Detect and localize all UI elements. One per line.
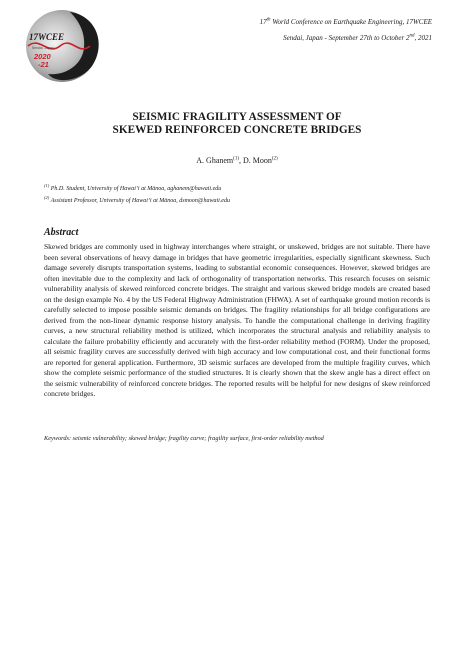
logo-year-top: 2020 xyxy=(34,52,51,61)
author-name: D. Moon xyxy=(243,156,272,165)
affiliation-line: $^{(1)}$ Ph.D. Student, University of Hawai’i at Mānoa, aghanem@hawaii.edu xyxy=(44,183,222,192)
author-ref: (1) xyxy=(233,156,239,162)
affiliations xyxy=(44,182,230,205)
abstract-heading: Abstract xyxy=(44,227,79,238)
title-line-1: SEISMIC FRAGILITY ASSESSMENT OF xyxy=(132,111,342,123)
logo-year-bottom: -21 xyxy=(38,60,49,69)
paper-title xyxy=(40,111,434,137)
conference-header xyxy=(260,14,432,46)
logo-city-label: Sendai, Japan xyxy=(32,46,54,50)
author-ref: (2) xyxy=(271,156,278,162)
keywords: Keywords: seismic vulnerability; skewed bridge; fragility curve; fragility surface, first-order reliability method xyxy=(44,435,324,442)
abstract-body: Skewed bridges are commonly used in highway interchanges where straight, or unskewed, bridges are not suitable. There have been several observations of heavy damage in bridges that have geometric irregularities, especially significant skewness. Such damage severely disrupts transportation systems, leading to substantial economic consequences. However, skewed bridges are often inevitable due to the complexity and lack of orthogonality of transportation networks. This research focuses on seismic vulnerability analysis of skewed reinforced concrete bridges. The straight and various skewed bridge models are created based on the design example No. 4 by the US Federal Highway Administration (FHWA). A set of earthquake ground motion records is carefully selected to impose possible seismic demands on bridges. The fragility relationships for all bridge configurations are derived from the non-linear dynamic response history analysis. To handle the computational challenge in deriving fragility curves, a new structural reliability method is utilized, which incorporates the structural analysis and reliability analysis to calculate the failure probability efficiently and accurately with the first-order reliability method (FORM). Under the proposed, all seismic fragility curves are successfully derived with high accuracy and low computational cost, and their functional forms are reported for general application. Furthermore, 3D seismic surfaces are developed from the multiple fragility curves, which show the complete seismic performance of the studied structures. It is clearly shown that the skew angle has a direct effect on the seismic vulnerability of reinforced concrete bridges. The reported results will be helpful for new designs of skew reinforced concrete bridges. xyxy=(44,242,430,398)
title-line-2: SKEWED REINFORCED CONCRETE BRIDGES xyxy=(112,124,362,136)
conference-name-line: 17th World Conference on Earthquake Engineering, 17WCEE xyxy=(259,17,432,26)
author-name: A. Ghanem xyxy=(196,156,234,165)
affiliation-line: $^{(2)}$ Assistant Professor, University of Hawai’i at Mānoa, dsmoon@hawaii.edu xyxy=(44,194,230,204)
conference-date-line: Sendai, Japan - September 27th to October 2nd, 2021 xyxy=(283,33,432,42)
author-list: A. Ghanem$^{(1)}$, D. Moon$^{(2)}$ xyxy=(196,156,278,165)
logo-event-label: 17WCEE xyxy=(29,32,65,42)
conference-logo xyxy=(18,6,110,86)
